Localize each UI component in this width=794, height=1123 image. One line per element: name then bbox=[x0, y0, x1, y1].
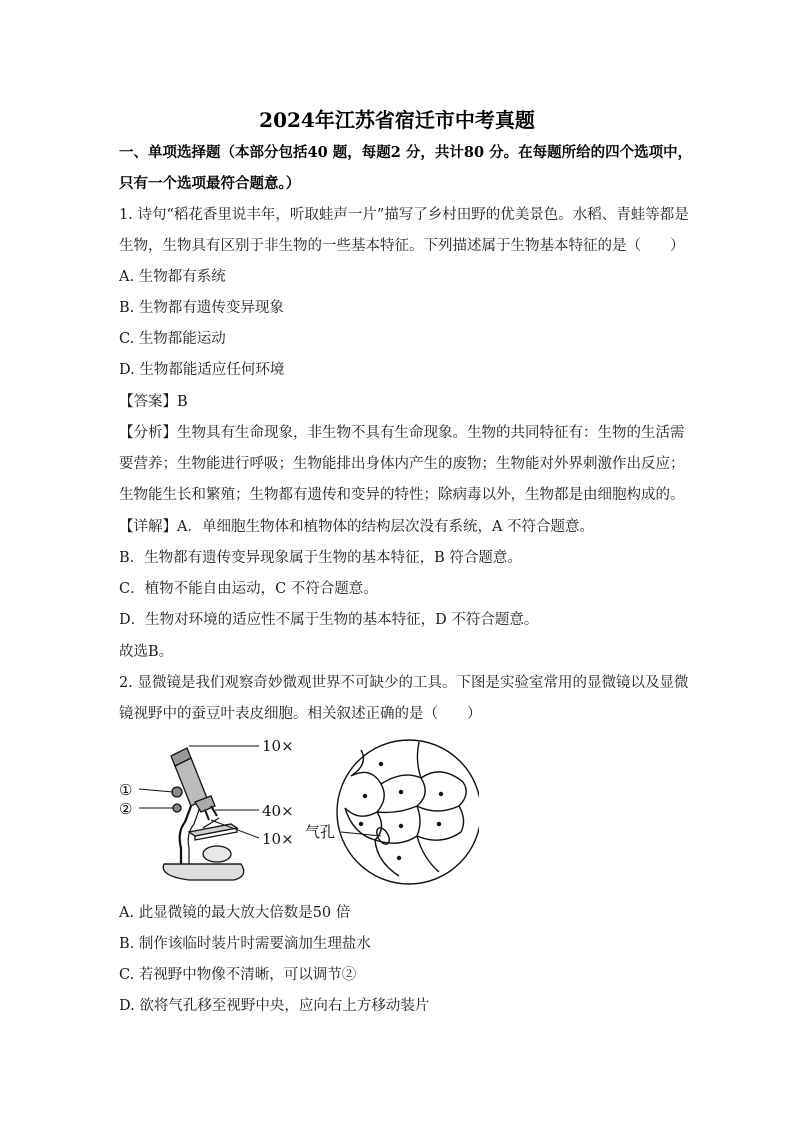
label-eyepiece: 10× bbox=[262, 737, 294, 755]
q1-option-a: A. 生物都有系统 bbox=[119, 269, 226, 285]
q1-detail-line4: D．生物对环境的适应性不属于生物的基本特征，D 不符合题意。 bbox=[119, 612, 539, 628]
q1-answer: 【答案】B bbox=[119, 394, 188, 410]
label-stoma: 气孔 bbox=[305, 823, 336, 841]
q1-conclusion: 故选B。 bbox=[119, 644, 174, 660]
microscope-figure-svg bbox=[119, 736, 479, 886]
q1-stem-line2: 生物，生物具有区别于非生物的一些基本特征。下列描述属于生物基本特征的是（ ） bbox=[119, 238, 685, 254]
q1-option-b: B. 生物都有遗传变异现象 bbox=[119, 300, 284, 316]
field-of-view-circle bbox=[337, 740, 479, 884]
label-high-objective: 40× bbox=[262, 802, 294, 820]
q1-analysis-line3: 生物能生长和繁殖；生物都有遗传和变异的特性；除病毒以外，生物都是由细胞构成的。 bbox=[119, 487, 685, 503]
q1-detail-line3: C．植物不能自由运动，C 不符合题意。 bbox=[119, 581, 378, 597]
section-heading-line2: 只有一个选项最符合题意。） bbox=[119, 175, 301, 192]
microscope-figure bbox=[119, 736, 479, 886]
microscope-illustration bbox=[163, 748, 243, 880]
q2-option-c: C. 若视野中物像不清晰，可以调节② bbox=[119, 967, 357, 983]
q2-option-d: D. 欲将气孔移至视野中央，应向右上方移动装片 bbox=[119, 998, 430, 1014]
label-coarse-knob: ① bbox=[119, 781, 133, 799]
q2-option-b: B. 制作该临时装片时需要滴加生理盐水 bbox=[119, 936, 371, 952]
section-heading-line1: 一、单项选择题（本部分包括40 题，每题2 分，共计80 分。在每题所给的四个选项中， bbox=[119, 144, 693, 161]
q2-stem-line2: 镜视野中的蚕豆叶表皮细胞。相关叙述正确的是（ ） bbox=[119, 706, 482, 722]
q2-stem-line1: 2. 显微镜是我们观察奇妙微观世界不可缺少的工具。下图是实验室常用的显微镜以及显微 bbox=[119, 675, 689, 691]
label-fine-knob: ② bbox=[119, 800, 133, 818]
label-low-objective: 10× bbox=[262, 830, 294, 848]
q1-option-c: C. 生物都能运动 bbox=[119, 331, 226, 347]
q1-analysis-line1: 【分析】生物具有生命现象，非生物不具有生命现象。生物的共同特征有：生物的生活需 bbox=[119, 425, 685, 441]
q1-detail-line2: B．生物都有遗传变异现象属于生物的基本特征，B 符合题意。 bbox=[119, 550, 522, 566]
q1-option-d: D. 生物都能适应任何环境 bbox=[119, 362, 285, 378]
q1-detail-line1: 【详解】A．单细胞生物体和植物体的结构层次没有系统，A 不符合题意。 bbox=[119, 519, 595, 535]
q1-stem-line1: 1. 诗句“稻花香里说丰年，听取蛙声一片”描写了乡村田野的优美景色。水稻、青蛙等都是 bbox=[119, 207, 689, 223]
page-title: 2024年江苏省宿迁市中考真题 bbox=[259, 108, 535, 132]
q2-option-a: A. 此显微镜的最大放大倍数是50 倍 bbox=[119, 905, 351, 921]
q1-analysis-line2: 要营养；生物能进行呼吸；生物能排出身体内产生的废物；生物能对外界刺激作出反应； bbox=[119, 456, 685, 472]
